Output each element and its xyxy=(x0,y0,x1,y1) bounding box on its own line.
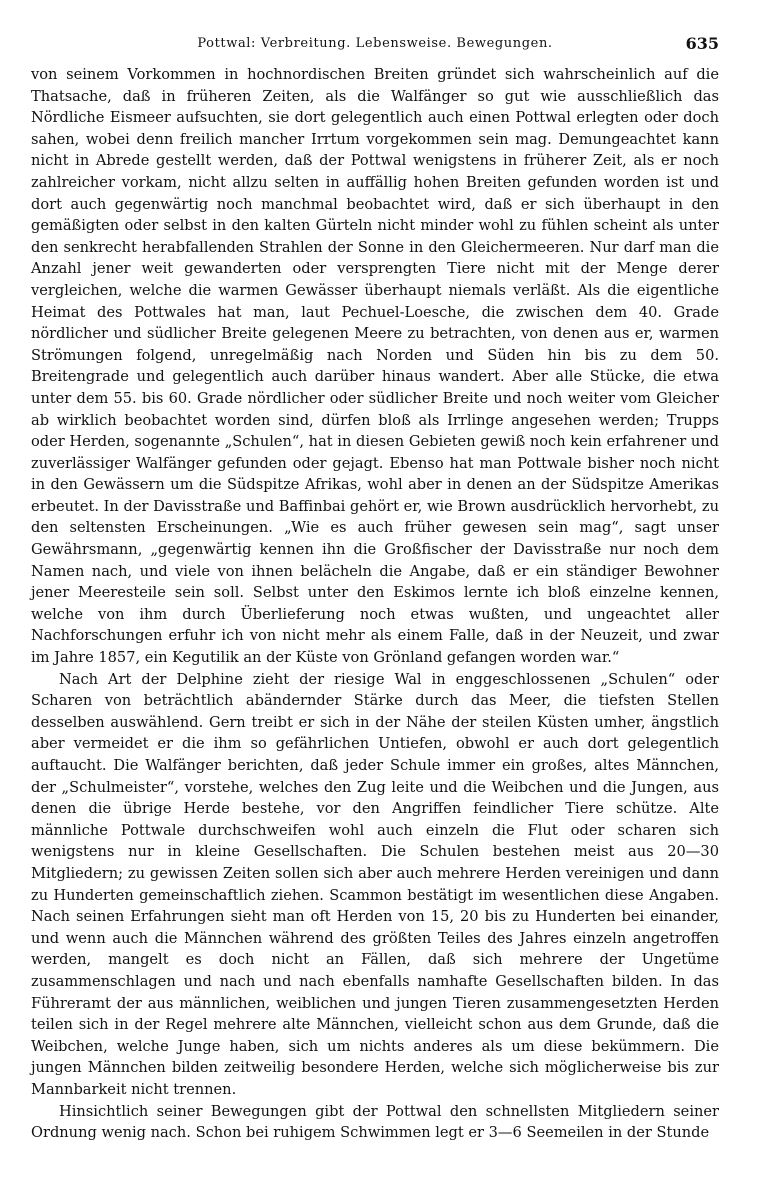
paragraph-2: Nach Art der Delphine zieht der riesige Wal in enggeschlossenen „Schulen“ oder Scharen von beträchtlich abändernder Stärke durch das Meer, die tiefsten Stellen desselben auswählend. Gern treibt er sich in der Nähe der steilen Küsten umher, ängstlich aber vermeidet er die ihm so gefährlichen Untiefen, obwohl er auch dort gelegentlich auftaucht. Die Walfänger berichten, daß jeder Schule immer ein großes, altes Männchen, der „Schulmeister“, vorstehe, welches den Zug leite und die Weibchen und die Jungen, aus denen die übrige Herde bestehe, vor den Angriffen feindlicher Tiere schütze. Alte männliche Pottwale durchschweifen wohl auch einzeln die Flut oder scharen sich wenigstens nur in kleine Gesellschaften. Die Schulen bestehen meist aus 20—30 Mitgliedern; zu gewissen Zeiten sollen sich aber auch mehrere Herden vereinigen und dann zu Hunderten gemeinschaftlich ziehen. Scammon bestätigt im wesentlichen diese Angaben. Nach seinen Erfahrungen sieht man oft Herden von 15, 20 bis zu Hunderten bei einander, und wenn auch die Männchen während des größten Teiles des Jahres einzeln angetroffen werden, mangelt es doch nicht an Fällen, daß sich mehrere der Ungetüme zusammenschlagen und nach und nach ebenfalls namhafte Gesellschaften bilden. In das Führeramt der aus männlichen, weiblichen und jungen Tieren zusammengesetzten Herden teilen sich in der Regel mehrere alte Männchen, vielleicht schon aus dem Grunde, daß die Weibchen, welche Junge haben, sich um nichts anderes als um diese bekümmern. Die jungen Männchen bilden zeitweilig besondere Herden, welche sich möglicherweise bis zur Mannbarkeit nicht trennen. xyxy=(31,670,719,1098)
page-number: 635 xyxy=(685,34,719,53)
running-head xyxy=(31,30,719,64)
body-text xyxy=(31,64,719,1144)
paragraph-3: Hinsichtlich seiner Bewegungen gibt der Pottwal den schnellsten Mitgliedern seiner Ordnung wenig nach. Schon bei ruhigem Schwimmen legt er 3—6 Seemeilen in der Stunde xyxy=(31,1102,719,1142)
paragraph-1: von seinem Vorkommen in hochnordischen Breiten gründet sich wahrscheinlich auf die Thatsache, daß in früheren Zeiten, als die Walfänger so gut wie ausschließlich das Nördliche Eismeer aufsuchten, sie dort gelegentlich auch einen Pottwal erlegten oder doch sahen, wobei denn freilich mancher Irrtum vorgekommen sein mag. Demungeachtet kann nicht in Abrede gestellt werden, daß der Pottwal wenigstens in früherer Zeit, als er noch zahlreicher vorkam, nicht allzu selten in auffällig hohen Breiten gefunden worden ist und dort auch gegenwärtig noch manchmal beobachtet wird, daß er sich überhaupt in den gemäßigten oder selbst in den kalten Gürteln nicht minder wohl zu fühlen scheint als unter den senkrecht herabfallenden Strahlen der Sonne in den Gleichermeeren. Nur darf man die Anzahl jener weit gewanderten oder versprengten Tiere nicht mit der Menge derer vergleichen, welche die warmen Gewässer überhaupt niemals verläßt. Als die eigentliche Heimat des Pottwales hat man, laut Pechuel-Loesche, die zwischen dem 40. Grade nördlicher und südlicher Breite gelegenen Meere zu betrachten, von denen aus er, warmen Strömungen folgend, unregelmäßig nach Norden und Süden hin bis zu dem 50. Breitengrade und gelegentlich auch darüber hinaus wandert. Aber alle Stücke, die etwa unter dem 55. bis 60. Grade nördlicher oder südlicher Breite und noch weiter vom Gleicher ab wirklich beobachtet worden sind, dürfen bloß als Irrlinge angesehen werden; Trupps oder Herden, sogenannte „Schulen“, hat in diesen Gebieten gewiß noch kein erfahrener und zuverlässiger Walfänger gefunden oder gejagt. Ebenso hat man Pottwale bisher noch nicht in den Gewässern um die Südspitze Afrikas, wohl aber in denen an der Südspitze Amerikas erbeutet. In der Davisstraße und Baffinbai gehört er, wie Brown ausdrücklich hervorhebt, zu den seltensten Erscheinungen. „Wie es auch früher gewesen sein mag“, sagt unser Gewährsmann, „gegenwärtig kennen ihn die Großfischer der Davisstraße nur noch dem Namen nach, und viele von ihnen belächeln die Angabe, daß er ein ständiger Bewohner jener Meeresteile sein soll. Selbst unter den Eskimos lernte ich bloß einzelne kennen, welche von ihm durch Überlieferung noch etwas wußten, und ungeachtet aller Nachforschungen erfuhr ich von nicht mehr als einem Falle, daß in der Neuzeit, und zwar im Jahre 1857, ein Kegutilik an der Küste von Grönland gefangen worden war.“ xyxy=(31,66,719,667)
running-title: Pottwal: Verbreitung. Lebensweise. Bewegungen. xyxy=(197,36,553,51)
